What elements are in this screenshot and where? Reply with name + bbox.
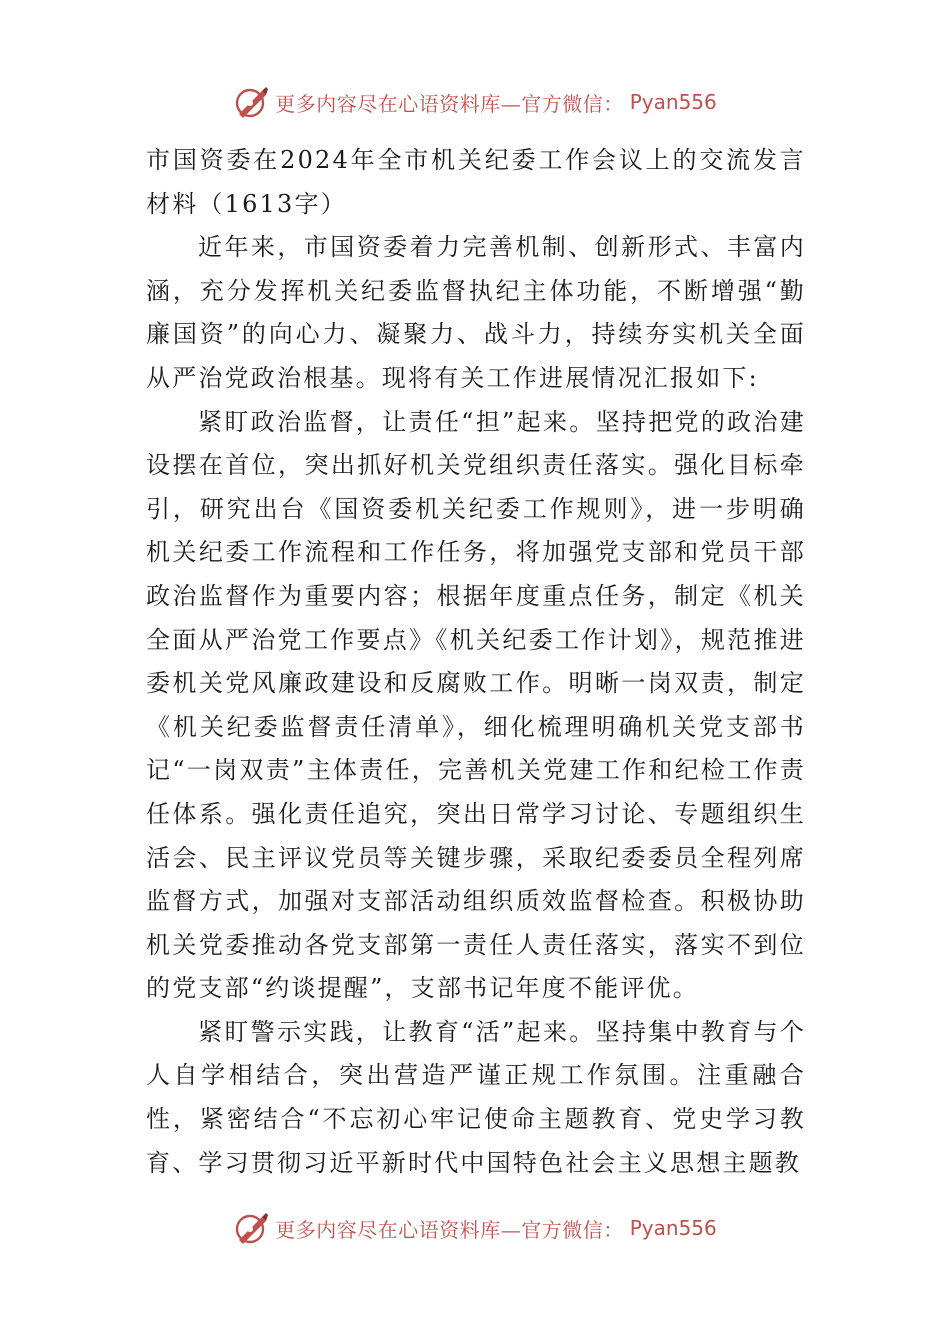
- header-banner-text: 更多内容尽在心语资料库—官方微信：: [275, 91, 624, 116]
- footer-banner: [0, 1208, 950, 1248]
- paragraph: 紧盯政治监督，让责任“担”起来。坚持把党的政治建设摆在首位，突出抓好机关党组织责任落实。强化目标牵引，研究出台《国资委机关纪委工作规则》，进一步明确机关纪委工作流程和工作任务，将加强党支部和党员干部政治监督作为重要内容；根据年度重点任务，制定《机关全面从严治党工作要点》《机关纪委工作计划》，规范推进委机关党风廉政建设和反腐败工作。明晰一岗双责，制定《机关纪委监督责任清单》，细化梳理明确机关党支部书记“一岗双责”主体责任，完善机关党建工作和纪检工作责任体系。强化责任追究，突出日常学习讨论、专题组织生活会、民主评议党员等关键步骤，采取纪委委员全程列席监督方式，加强对支部活动组织质效监督检查。积极协助机关党委推动各党支部第一责任人责任落实，落实不到位的党支部“约谈提醒”，支部书记年度不能评优。: [146, 407, 806, 1003]
- pen-nib-logo-icon: [233, 1210, 269, 1246]
- footer-banner-text: 更多内容尽在心语资料库—官方微信：: [275, 1217, 624, 1242]
- document-title: 市国资委在2024年全市机关纪委工作会议上的交流发言材料（1613字）: [146, 146, 806, 218]
- footer-banner-wechat: Pyan556: [629, 1216, 717, 1240]
- header-banner-wechat: Pyan556: [629, 90, 717, 114]
- pen-nib-logo-icon: [233, 84, 269, 120]
- header-banner: [0, 82, 950, 122]
- paragraph: 近年来，市国资委着力完善机制、创新形式、丰富内涵，充分发挥机关纪委监督执纪主体功能，不断增强“勤廉国资”的向心力、凝聚力、战斗力，持续夯实机关全面从严治党政治根基。现将有关工作进展情况汇报如下:: [146, 233, 806, 392]
- document-body: [146, 139, 806, 1185]
- paragraph: 紧盯警示实践，让教育“活”起来。坚持集中教育与个人自学相结合，突出营造严谨正规工作氛围。注重融合性，紧密结合“不忘初心牢记使命主题教育、党史学习教育、学习贯彻习近平新时代中国特色社会主义思想主题教: [146, 1017, 806, 1177]
